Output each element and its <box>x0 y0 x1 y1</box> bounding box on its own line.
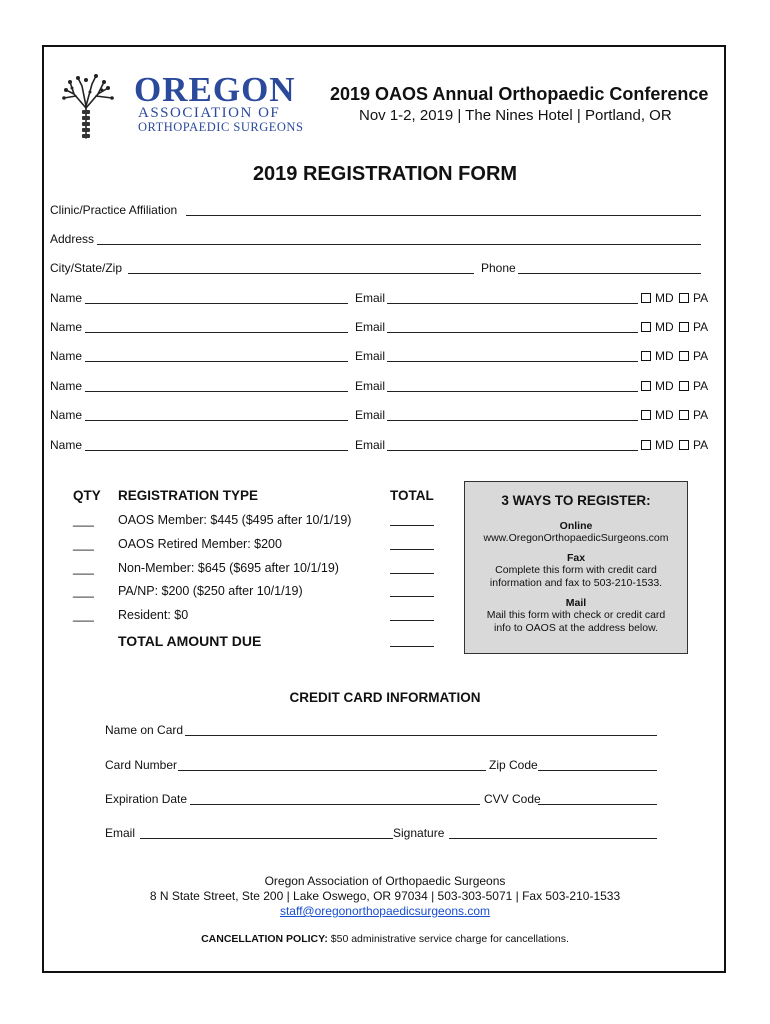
conference-subtitle: Nov 1-2, 2019 | The Nines Hotel | Portland, OR <box>359 107 672 124</box>
online-url[interactable]: www.OregonOrthopaedicSurgeons.com <box>483 532 669 544</box>
qty-field[interactable]: ___ <box>73 561 94 575</box>
cvv-label: CVV Code <box>484 792 541 806</box>
name-label: Name <box>50 320 83 334</box>
zip-code-label: Zip Code <box>489 758 538 772</box>
fax-text-line1: Complete this form with credit card <box>495 564 657 576</box>
pa-checkbox[interactable]: PA <box>679 408 708 422</box>
qty-field[interactable]: ___ <box>73 608 94 622</box>
email-label: Email <box>355 320 386 334</box>
ways-to-register-box <box>464 481 688 654</box>
name-field[interactable] <box>85 303 348 304</box>
name-on-card-label: Name on Card <box>105 723 184 737</box>
mail-text-line1: Mail this form with check or credit card <box>486 609 666 621</box>
pa-checkbox[interactable]: PA <box>679 349 708 363</box>
pa-checkbox[interactable]: PA <box>679 291 708 305</box>
address-field[interactable] <box>97 244 701 245</box>
footer-org: Oregon Association of Orthopaedic Surgeons <box>264 874 506 888</box>
email-label: Email <box>355 291 386 305</box>
fax-text-line2: information and fax to 503-210-1533. <box>489 577 663 589</box>
registration-type: Non-Member: $645 ($695 after 10/1/19) <box>118 561 339 575</box>
registration-type: OAOS Retired Member: $200 <box>118 537 282 551</box>
city-field[interactable] <box>128 273 474 274</box>
footer-email-wrap <box>0 904 770 918</box>
signature-label: Signature <box>393 826 445 840</box>
footer-address: 8 N State Street, Ste 200 | Lake Oswego, OR 97034 | 503-303-5071 | Fax 503-210-1533 <box>149 889 621 903</box>
phone-label: Phone <box>481 261 516 275</box>
card-number-field[interactable] <box>178 770 486 771</box>
fax-heading: Fax <box>566 552 586 564</box>
policy-text: $50 administrative service charge for cancellations. <box>327 933 569 945</box>
total-due-field[interactable] <box>390 646 434 647</box>
name-label: Name <box>50 379 83 393</box>
name-field[interactable] <box>85 332 348 333</box>
footer-email-link[interactable]: staff@oregonorthopaedicsurgeons.com <box>279 904 491 918</box>
ways-title: 3 WAYS TO REGISTER: <box>501 493 651 508</box>
address-label: Address <box>50 232 95 246</box>
expiration-label: Expiration Date <box>105 792 188 806</box>
online-heading: Online <box>559 520 593 532</box>
cc-email-label: Email <box>105 826 136 840</box>
total-header: TOTAL <box>390 488 434 503</box>
policy-label: CANCELLATION POLICY: <box>201 933 328 945</box>
credit-card-title: CREDIT CARD INFORMATION <box>289 690 481 705</box>
clinic-field[interactable] <box>186 215 701 216</box>
qty-header: QTY <box>73 488 101 503</box>
type-header: REGISTRATION TYPE <box>118 488 259 503</box>
email-label: Email <box>355 438 386 452</box>
zip-code-field[interactable] <box>538 770 657 771</box>
conference-title: 2019 OAOS Annual Orthopaedic Conference <box>330 84 709 104</box>
email-field[interactable] <box>387 450 638 451</box>
pa-checkbox[interactable]: PA <box>679 438 708 452</box>
registration-type: OAOS Member: $445 ($495 after 10/1/19) <box>118 513 352 527</box>
registration-type: Resident: $0 <box>118 608 189 622</box>
cancellation-policy <box>0 933 770 945</box>
email-field[interactable] <box>387 391 638 392</box>
cvv-field[interactable] <box>538 804 657 805</box>
pa-checkbox[interactable]: PA <box>679 320 708 334</box>
name-label: Name <box>50 349 83 363</box>
md-checkbox[interactable]: MD <box>641 408 674 422</box>
cc-email-field[interactable] <box>140 838 393 839</box>
name-label: Name <box>50 408 83 422</box>
qty-field[interactable]: ___ <box>73 537 94 551</box>
tree-spine-icon <box>62 72 114 140</box>
md-checkbox[interactable]: MD <box>641 438 674 452</box>
clinic-label: Clinic/Practice Affiliation <box>50 203 178 217</box>
city-label: City/State/Zip <box>50 261 123 275</box>
total-field[interactable] <box>390 596 434 597</box>
name-on-card-field[interactable] <box>185 735 657 736</box>
phone-field[interactable] <box>518 273 701 274</box>
name-label: Name <box>50 438 83 452</box>
expiration-field[interactable] <box>190 804 480 805</box>
name-field[interactable] <box>85 391 348 392</box>
email-label: Email <box>355 379 386 393</box>
registration-type: PA/NP: $200 ($250 after 10/1/19) <box>118 584 303 598</box>
total-field[interactable] <box>390 620 434 621</box>
email-field[interactable] <box>387 361 638 362</box>
name-label: Name <box>50 291 83 305</box>
logo-orthopaedic: ORTHOPAEDIC SURGEONS <box>138 120 304 134</box>
logo-association: ASSOCIATION OF <box>138 105 281 121</box>
md-checkbox[interactable]: MD <box>641 291 674 305</box>
mail-heading: Mail <box>565 597 587 609</box>
md-checkbox[interactable]: MD <box>641 320 674 334</box>
email-field[interactable] <box>387 420 638 421</box>
email-label: Email <box>355 349 386 363</box>
email-field[interactable] <box>387 303 638 304</box>
qty-field[interactable]: ___ <box>73 584 94 598</box>
card-number-label: Card Number <box>105 758 178 772</box>
total-due-label: TOTAL AMOUNT DUE <box>118 633 262 649</box>
email-field[interactable] <box>387 332 638 333</box>
total-field[interactable] <box>390 549 434 550</box>
pa-checkbox[interactable]: PA <box>679 379 708 393</box>
md-checkbox[interactable]: MD <box>641 349 674 363</box>
mail-text-line2: info to OAOS at the address below. <box>493 622 658 634</box>
name-field[interactable] <box>85 420 348 421</box>
signature-field[interactable] <box>449 838 657 839</box>
email-label: Email <box>355 408 386 422</box>
qty-field[interactable]: ___ <box>73 513 94 527</box>
logo-oregon: OREGON <box>134 70 296 109</box>
md-checkbox[interactable]: MD <box>641 379 674 393</box>
total-field[interactable] <box>390 525 434 526</box>
name-field[interactable] <box>85 450 348 451</box>
total-field[interactable] <box>390 573 434 574</box>
form-title: 2019 REGISTRATION FORM <box>252 163 518 185</box>
name-field[interactable] <box>85 361 348 362</box>
